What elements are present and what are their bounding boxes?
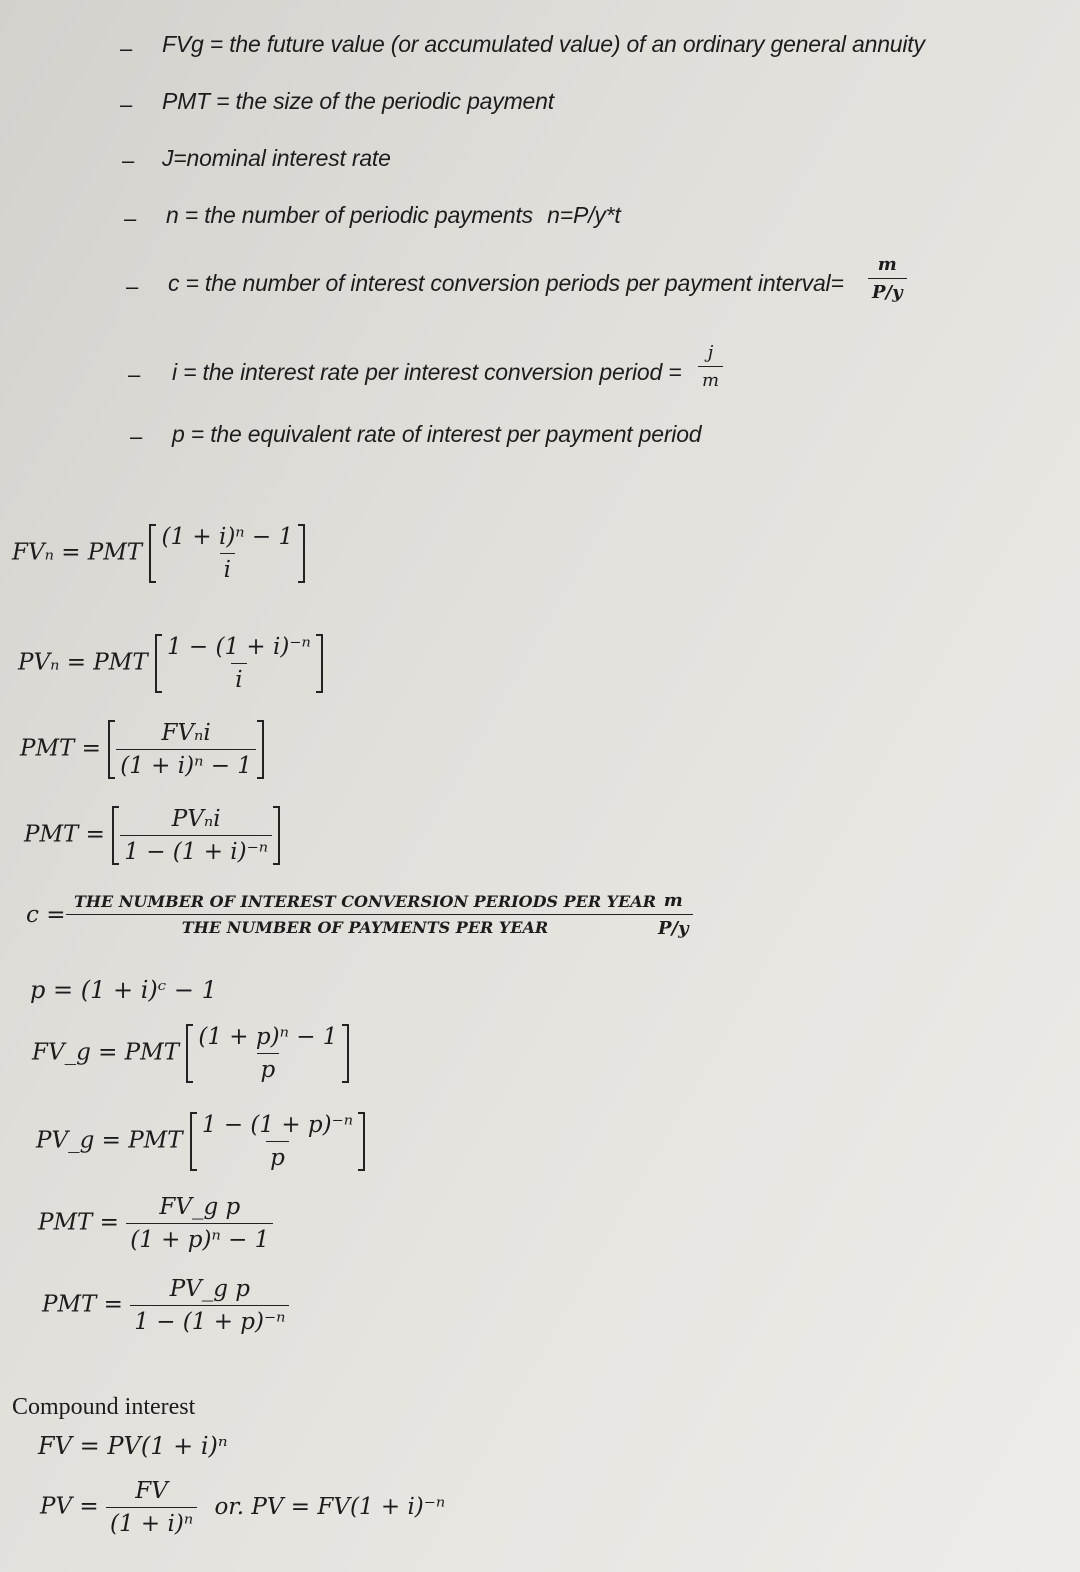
- i-fraction-num: j: [707, 342, 714, 363]
- formula-num: 1 − (1 + i)⁻ⁿ: [166, 634, 311, 660]
- formula-den: P/y: [654, 914, 693, 939]
- formula-fvg: [32, 1024, 349, 1083]
- bracket: [108, 720, 264, 779]
- bullet-dash: –: [120, 92, 133, 117]
- formula-lhs: FVₙ = PMT: [12, 539, 143, 566]
- formula-den: i: [231, 663, 246, 693]
- definition-n: [166, 202, 621, 229]
- i-fraction: [698, 342, 723, 391]
- formula-lhs: PMT =: [20, 735, 101, 762]
- formula-c-fraction: [70, 892, 660, 937]
- definition-pmt: PMT = the size of the periodic payment: [162, 88, 554, 114]
- formula-num: FV_g p: [159, 1194, 241, 1220]
- formula-c-rhs: [654, 890, 693, 939]
- formula-num: THE NUMBER OF INTEREST CONVERSION PERIODS PER YEAR: [74, 892, 657, 911]
- compound-heading: Compound interest: [12, 1394, 196, 1420]
- bullet-dash: –: [120, 36, 133, 61]
- formula-pvg: [36, 1112, 365, 1171]
- formula-pmt-pvn: [24, 806, 280, 865]
- formula-den: i: [220, 553, 235, 583]
- formula-pmt-pvg: [42, 1276, 289, 1335]
- formula-lhs: PV_g = PMT: [36, 1127, 183, 1154]
- bullet-dash: –: [126, 274, 139, 299]
- formula-den: THE NUMBER OF PAYMENTS PER YEAR: [66, 914, 664, 937]
- formula-pmt-fvg: [38, 1194, 273, 1253]
- formula-compound-fv: FV = PV(1 + i)ⁿ: [38, 1432, 228, 1460]
- definition-c: c = the number of interest conversion periods per payment interval=: [168, 270, 844, 296]
- formula-lhs: PMT =: [38, 1209, 119, 1236]
- c-fraction-den: P/y: [868, 278, 907, 303]
- n-formula: n=P/y*t: [547, 202, 621, 228]
- formula-num: PVₙi: [171, 806, 221, 832]
- formula-lhs: FV_g = PMT: [32, 1039, 180, 1066]
- formula-fvn: [12, 524, 305, 583]
- formula-den: (1 + p)ⁿ − 1: [126, 1223, 273, 1253]
- formula-c-lhs: c =: [26, 902, 66, 928]
- bracket: [186, 1024, 349, 1083]
- definition-fvg: FVg = the future value (or accumulated value) of an ordinary general annuity: [162, 31, 925, 57]
- bracket: [149, 524, 305, 583]
- definition-j: J=nominal interest rate: [162, 145, 391, 171]
- formula-num: m: [663, 890, 683, 911]
- bracket: [190, 1112, 365, 1171]
- formula-den: p: [266, 1141, 289, 1171]
- formula-pvn: [18, 634, 323, 693]
- formula-num: (1 + p)ⁿ − 1: [198, 1024, 338, 1050]
- bracket: [112, 806, 280, 865]
- c-fraction: [868, 254, 907, 303]
- formula-num: FVₙi: [161, 720, 211, 746]
- c-fraction-num: m: [877, 254, 897, 275]
- bullet-dash: –: [130, 424, 143, 449]
- formula-den: p: [257, 1053, 280, 1083]
- formula-den: (1 + i)ⁿ − 1: [116, 749, 256, 779]
- formula-lhs: PVₙ = PMT: [18, 649, 148, 676]
- formula-lhs: PV =: [40, 1493, 99, 1520]
- formula-p: p = (1 + i)ᶜ − 1: [30, 976, 217, 1004]
- i-fraction-den: m: [698, 366, 723, 391]
- formula-compound-pv: [40, 1478, 445, 1537]
- formula-pv-alt: or. PV = FV(1 + i)⁻ⁿ: [214, 1493, 446, 1520]
- formula-num: FV: [135, 1478, 168, 1504]
- formula-pmt-fvn: [20, 720, 264, 779]
- formula-den: 1 − (1 + p)⁻ⁿ: [130, 1305, 289, 1335]
- bracket: [155, 634, 323, 693]
- definition-i: i = the interest rate per interest conversion period =: [172, 359, 682, 385]
- formula-num: (1 + i)ⁿ − 1: [161, 524, 294, 550]
- formula-num: 1 − (1 + p)⁻ⁿ: [201, 1112, 354, 1138]
- definition-p: p = the equivalent rate of interest per payment period: [172, 421, 702, 447]
- bullet-dash: –: [122, 148, 135, 173]
- bullet-dash: –: [128, 362, 141, 387]
- formula-den: 1 − (1 + i)⁻ⁿ: [120, 835, 272, 865]
- formula-lhs: PMT =: [24, 821, 105, 848]
- formula-den: (1 + i)ⁿ: [106, 1507, 197, 1537]
- formula-lhs: PMT =: [42, 1291, 123, 1318]
- bullet-dash: –: [124, 206, 137, 231]
- definition-n-text: n = the number of periodic payments: [166, 202, 533, 228]
- formula-num: PV_g p: [169, 1276, 251, 1302]
